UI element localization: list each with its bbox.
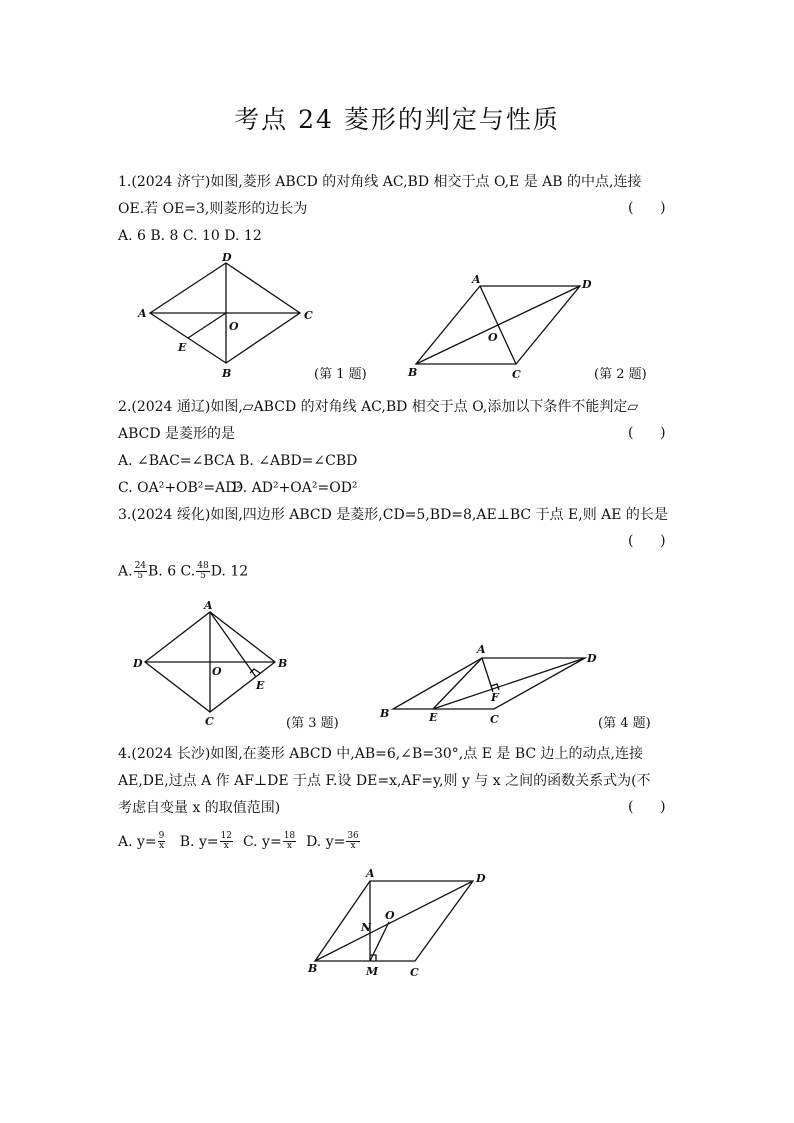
page-title: 考点 24 菱形的判定与性质 [234, 105, 560, 134]
q4-stem-line1: 4.(2024 长沙)如图,在菱形 ABCD 中,AB=6,∠B=30°,点 E 是 BC 边上的动点,连接 [118, 746, 643, 762]
fig2-label-a: A [472, 273, 481, 286]
q2-option-d: D. AD²+OA²=OD² [232, 480, 358, 496]
q4-option-b-label: B. y= [179, 833, 219, 850]
fig1-label-c: C [304, 309, 313, 322]
fig5-label-n: N [361, 921, 372, 934]
q4-option-c-label: C. y= [242, 833, 282, 850]
q2-stem-line1: 2.(2024 通辽)如图,▱ABCD 的对角线 AC,BD 相交于点 O,添加以下条件不能判定▱ [118, 399, 639, 415]
q4-stem-line2: AE,DE,过点 A 作 AF⊥DE 于点 F.设 DE=x,AF=y,则 y 与 x 之间的函数关系式为(不 [118, 773, 651, 789]
q1-options: A. 6 B. 8 C. 10 D. 12 [118, 228, 262, 244]
fig1-label-o: O [229, 320, 239, 333]
q2-option-c: C. OA²+OB²=AD² [118, 480, 243, 496]
q1-stem-line2: OE.若 OE=3,则菱形的边长为 [118, 201, 308, 217]
q3-stem-line1: 3.(2024 绥化)如图,四边形 ABCD 是菱形,CD=5,BD=8,AE⊥BC 于点 E,则 AE 的长是 [118, 507, 668, 523]
q3-option-c-denominator: 5 [200, 571, 206, 581]
q4-option-a-numerator: 9 [158, 831, 165, 841]
fig2-label-b: B [408, 366, 418, 379]
fig4-label-c: C [490, 713, 499, 726]
q3-option-c-numerator: 48 [197, 561, 209, 571]
q1-answer-blank: ( ) [628, 200, 666, 216]
fig4-label-b: B [380, 707, 390, 720]
q2-stem-line2: ABCD 是菱形的是 [118, 426, 236, 442]
fig4-label-f: F [491, 691, 499, 704]
fig1-label-a: A [138, 307, 147, 320]
q3-option-d: D. 12 [210, 563, 249, 580]
q4-option-c-denominator: x [286, 841, 292, 851]
fig2-label-c: C [512, 368, 521, 381]
fig2-label-o: O [488, 331, 498, 344]
fig2-caption: (第 2 题) [594, 367, 647, 382]
q4-option-c-numerator: 18 [283, 831, 296, 841]
fig3-label-e: E [256, 679, 265, 692]
fig3-label-c: C [205, 715, 214, 728]
q4-option-a-denominator: x [158, 841, 165, 851]
q4-answer-blank: ( ) [628, 799, 666, 815]
fig3-label-a: A [204, 599, 213, 612]
fig4-label-a: A [477, 643, 486, 656]
fig1-label-b: B [222, 367, 232, 380]
q3-answer-blank: ( ) [628, 533, 666, 549]
q4-option-d-label: D. y= [306, 833, 346, 850]
q3-option-a-numerator: 24 [134, 561, 147, 571]
fig3-caption: (第 3 题) [286, 716, 339, 731]
q4-option-d-numerator: 36 [347, 831, 359, 841]
fig5-label-b: B [308, 962, 318, 975]
q4-option-b-denominator: x [223, 841, 229, 851]
fig2-label-d: D [582, 278, 592, 291]
q4-option-b-numerator: 12 [220, 831, 233, 841]
q3-option-b: B. 6 C. [148, 563, 196, 580]
q4-option-a-label: A. y= [118, 833, 157, 850]
fig4-label-e: E [429, 711, 438, 724]
fig1-label-d: D [222, 251, 232, 264]
fig5-label-m: M [366, 965, 379, 978]
fig5-label-a: A [366, 867, 375, 880]
q1-stem-line1: 1.(2024 济宁)如图,菱形 ABCD 的对角线 AC,BD 相交于点 O,E 是 AB 的中点,连接 [118, 174, 642, 190]
fig1-caption: (第 1 题) [314, 367, 367, 382]
fig3-label-b: B [278, 657, 288, 670]
fig3-label-o: O [212, 665, 222, 678]
q2-options-ab: A. ∠BAC=∠BCA B. ∠ABD=∠CBD [118, 453, 358, 469]
fig5-label-c: C [410, 966, 419, 979]
fig1-label-e: E [178, 341, 187, 354]
fig3-label-d: D [133, 657, 143, 670]
fig4-label-d: D [587, 652, 597, 665]
fig5-label-o: O [385, 909, 395, 922]
fig5-label-d: D [476, 872, 486, 885]
fig4-caption: (第 4 题) [598, 716, 651, 731]
q4-option-d-denominator: x [350, 841, 356, 851]
q4-stem-line3: 考虑自变量 x 的取值范围) [118, 800, 281, 816]
q2-answer-blank: ( ) [628, 425, 666, 441]
q3-option-a-prefix: A. [118, 563, 133, 580]
q3-option-a-denominator: 5 [137, 571, 144, 581]
